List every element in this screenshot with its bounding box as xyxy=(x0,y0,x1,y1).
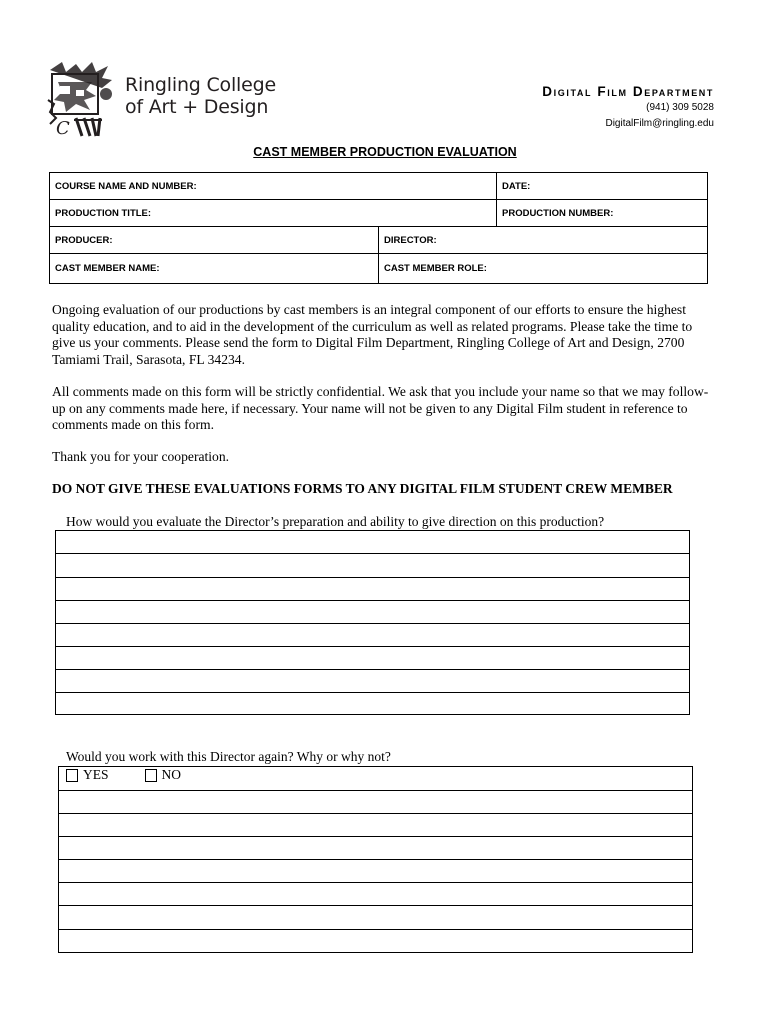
cast-member-role-field[interactable]: CAST MEMBER ROLE: xyxy=(379,254,708,284)
answer-line xyxy=(59,836,692,837)
question-director-evaluation: How would you evaluate the Director’s preparation and ability to give direction on this production? xyxy=(66,514,605,529)
answer-box-work-again[interactable] xyxy=(58,766,693,953)
yes-no-options xyxy=(66,767,181,783)
answer-line xyxy=(56,669,689,670)
college-name-line2: of Art + Design xyxy=(125,96,269,118)
department-phone: (941) 309 5028 xyxy=(646,102,714,113)
department-email: DigitalFilm@ringling.edu xyxy=(605,118,714,129)
question-work-again: Would you work with this Director again? Why or why not? xyxy=(66,749,391,764)
answer-line xyxy=(56,600,689,601)
answer-box-director-evaluation[interactable] xyxy=(55,530,690,715)
answer-line xyxy=(59,859,692,860)
confidentiality-paragraph: All comments made on this form will be strictly confidential. We ask that you include your name so that we may follow-up on any comments made here, if necessary. Your name will not be given to any Digital Film student in reference to comments made on this form. xyxy=(52,384,709,433)
department-title: Digital Film Department xyxy=(542,84,714,99)
ringling-college-logo xyxy=(46,60,122,138)
intro-paragraph: Ongoing evaluation of our productions by cast members is an integral component of our efforts to ensure the highest quality education, and to aid in the development of the curriculum as well as related programs. Please take the time to give us your comments. Please send the form to Digital Film Department, Ringling College of Art and Design, 2700 Tamiami Trail, Sarasota, FL 34234. xyxy=(52,302,693,367)
answer-line xyxy=(56,692,689,693)
date-field[interactable]: DATE: xyxy=(497,173,708,200)
answer-line xyxy=(59,929,692,930)
warning-notice: DO NOT GIVE THESE EVALUATIONS FORMS TO ANY DIGITAL FILM STUDENT CREW MEMBER xyxy=(52,481,673,496)
answer-line xyxy=(56,623,689,624)
college-name-line1: Ringling College xyxy=(125,74,276,96)
answer-line xyxy=(56,577,689,578)
form-title: CAST MEMBER PRODUCTION EVALUATION xyxy=(253,145,517,159)
cast-member-name-field[interactable]: CAST MEMBER NAME: xyxy=(50,254,379,284)
director-field[interactable]: DIRECTOR: xyxy=(379,227,708,254)
answer-line xyxy=(59,790,692,791)
answer-line xyxy=(56,553,689,554)
department-contact xyxy=(542,84,714,131)
production-number-field[interactable]: PRODUCTION NUMBER: xyxy=(497,200,708,227)
thank-you-paragraph: Thank you for your cooperation. xyxy=(52,449,230,464)
svg-text:C: C xyxy=(56,118,70,138)
yes-checkbox[interactable] xyxy=(66,769,78,782)
course-name-field[interactable]: COURSE NAME AND NUMBER: xyxy=(50,173,497,200)
yes-label: YES xyxy=(83,767,109,782)
answer-line xyxy=(59,905,692,906)
no-label: NO xyxy=(161,767,182,782)
answer-line xyxy=(56,646,689,647)
producer-field[interactable]: PRODUCER: xyxy=(50,227,379,254)
production-title-field[interactable]: PRODUCTION TITLE: xyxy=(50,200,497,227)
answer-line xyxy=(59,882,692,883)
no-checkbox[interactable] xyxy=(145,769,157,782)
answer-line xyxy=(59,813,692,814)
production-info-table xyxy=(49,172,708,284)
college-name xyxy=(125,74,276,118)
